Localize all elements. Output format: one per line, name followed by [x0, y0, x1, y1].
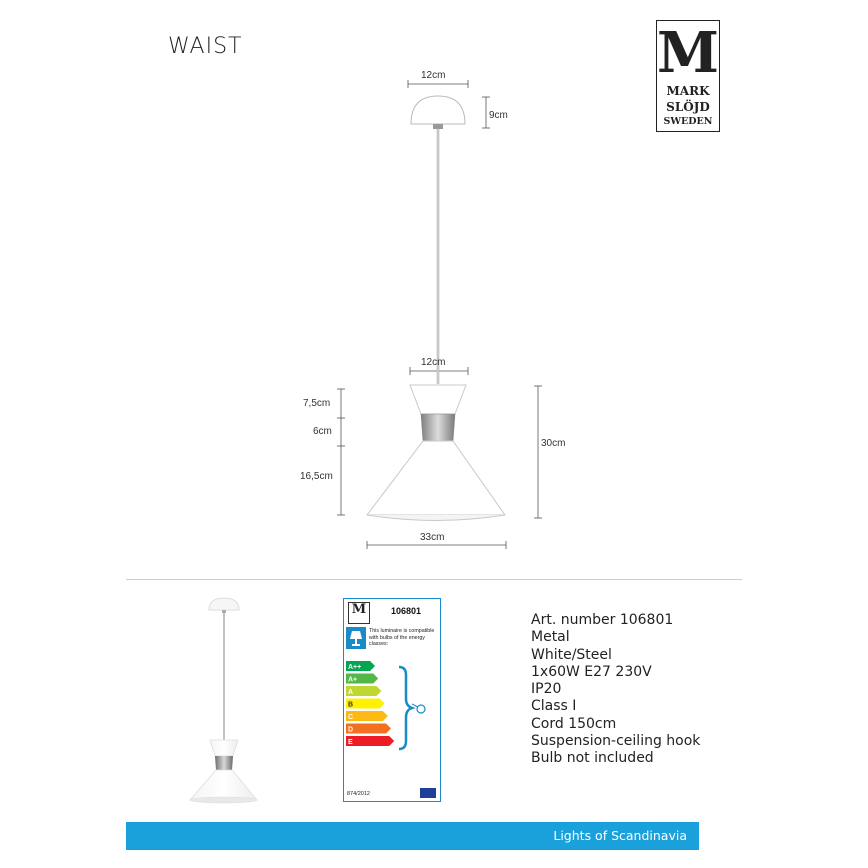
spec-class: Class I: [531, 698, 577, 715]
spec-bulb-note: Bulb not included: [531, 750, 654, 767]
dim-lower-height: 16,5cm: [300, 471, 333, 482]
dim-bottom-width: 33cm: [420, 532, 445, 543]
energy-class-label: B: [348, 701, 354, 709]
dim-waist-height: 6cm: [313, 426, 332, 437]
energy-class-label: A++: [348, 664, 362, 671]
dim-canopy-width: 12cm: [421, 70, 446, 81]
product-photo: [180, 592, 270, 807]
eu-flag-icon: [420, 788, 436, 798]
energy-class-label: A: [348, 689, 354, 696]
spec-cord: Cord 150cm: [531, 715, 617, 732]
spec-mounting: Suspension-ceiling hook: [531, 733, 701, 750]
spec-article-number: Art. number 106801: [531, 612, 674, 628]
product-title: WAIST: [168, 34, 243, 59]
spec-bulb: 1x60W E27 230V: [531, 663, 652, 680]
energy-label-logo: [348, 602, 370, 624]
brand-line-3: SWEDEN: [663, 116, 713, 127]
dim-canopy-height: 9cm: [489, 110, 508, 121]
energy-label-logo-initial: M: [351, 602, 367, 617]
dim-total-height: 30cm: [541, 438, 566, 449]
energy-label-regulation: 874/2012: [347, 791, 370, 797]
dim-upper-height: 7,5cm: [303, 398, 331, 409]
spec-material: Metal: [531, 629, 570, 646]
energy-class-label: E: [348, 739, 353, 746]
brand-initial: M: [657, 20, 719, 86]
product-specs: [531, 612, 700, 768]
energy-label-compat-text: This luminaire is compatible with bulbs of the energy classes:: [369, 628, 435, 647]
lamp-icon: [346, 627, 366, 649]
energy-class-label: D: [348, 726, 354, 734]
energy-class-bar: [346, 736, 394, 746]
energy-label: [343, 598, 441, 802]
energy-class-label: A+: [348, 676, 358, 684]
footer-bar: [126, 822, 699, 850]
energy-class-label: C: [348, 714, 354, 721]
dim-shade-top-width: 12cm: [421, 357, 446, 368]
brand-line-2: SLÖJD: [666, 100, 710, 114]
brand-line-1: MARK: [666, 84, 710, 98]
footer-tagline: Lights of Scandinavia: [553, 828, 687, 843]
spec-ip-rating: IP20: [531, 681, 562, 698]
spec-color: White/Steel: [531, 646, 612, 663]
section-divider: [126, 579, 742, 580]
energy-class-scale: [346, 661, 438, 757]
energy-label-article: 106801: [391, 606, 422, 616]
